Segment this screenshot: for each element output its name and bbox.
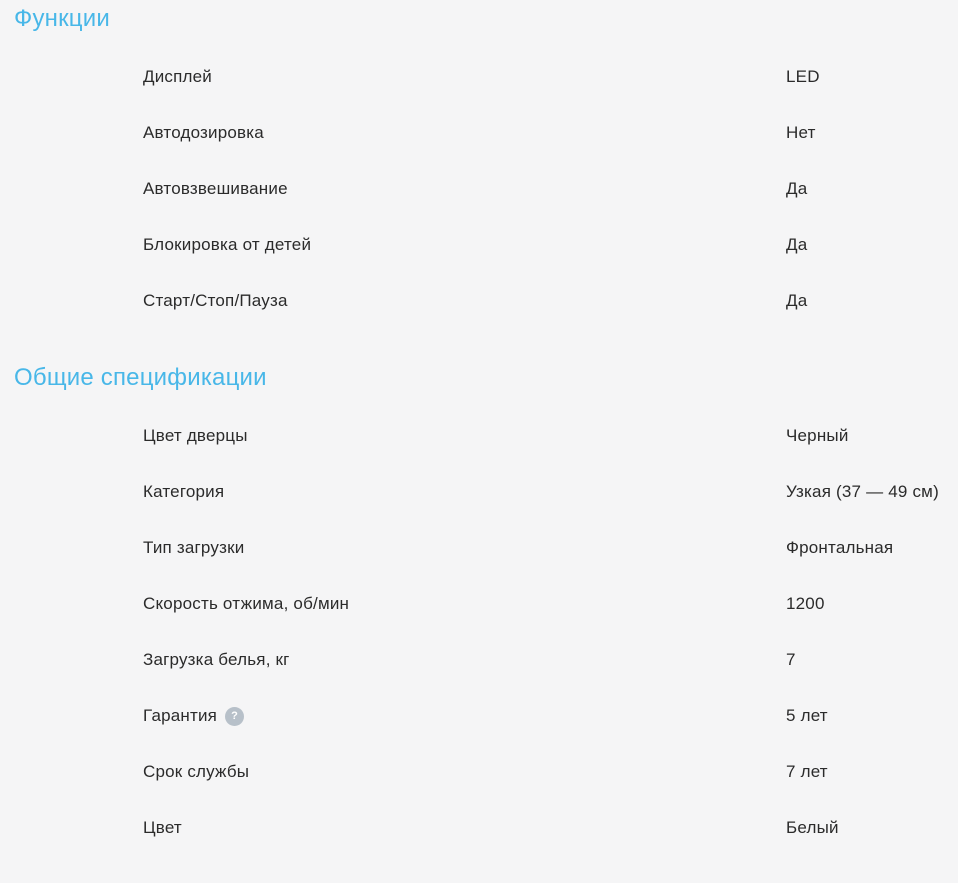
spec-row xyxy=(0,632,958,688)
spec-row xyxy=(0,408,958,464)
spec-row xyxy=(0,744,958,800)
spec-rows xyxy=(0,408,958,856)
spec-row xyxy=(0,800,958,856)
question-mark-glyph: ? xyxy=(231,709,239,722)
spec-row xyxy=(0,520,958,576)
spec-label: Блокировка от детей xyxy=(143,235,312,254)
spec-value: 5 лет xyxy=(786,706,828,725)
spec-row xyxy=(0,464,958,520)
spec-label: Цвет дверцы xyxy=(143,426,248,445)
spec-row xyxy=(0,49,958,105)
spec-row xyxy=(0,576,958,632)
spec-label: Цвет xyxy=(143,818,182,837)
spec-label: Дисплей xyxy=(143,67,212,86)
section-title: Общие спецификации xyxy=(14,364,267,391)
spec-row xyxy=(0,161,958,217)
spec-value: Нет xyxy=(786,123,816,142)
spec-section xyxy=(0,4,958,329)
spec-value: Да xyxy=(786,235,808,254)
spec-label: Тип загрузки xyxy=(143,538,245,557)
spec-label: Автодозировка xyxy=(143,123,264,142)
spec-value: Да xyxy=(786,179,808,198)
spec-value: LED xyxy=(786,67,820,86)
spec-value: Узкая (37 — 49 см) xyxy=(786,482,939,501)
spec-value: Фронтальная xyxy=(786,538,894,557)
section-title: Функции xyxy=(14,5,110,32)
spec-value: 7 лет xyxy=(786,762,828,781)
spec-label: Гарантия xyxy=(143,706,218,725)
spec-label: Старт/Стоп/Пауза xyxy=(143,291,288,310)
help-icon[interactable] xyxy=(225,707,244,726)
spec-row xyxy=(0,688,958,744)
spec-value: Да xyxy=(786,291,808,310)
spec-value: 7 xyxy=(786,650,796,669)
spec-section xyxy=(0,363,958,856)
spec-value: Белый xyxy=(786,818,839,837)
spec-label: Скорость отжима, об/мин xyxy=(143,594,350,613)
spec-value: Черный xyxy=(786,426,849,445)
spec-label: Автовзвешивание xyxy=(143,179,288,198)
sections-container xyxy=(0,4,958,856)
spec-label: Категория xyxy=(143,482,225,501)
spec-row xyxy=(0,217,958,273)
spec-label: Загрузка белья, кг xyxy=(143,650,290,669)
spec-rows xyxy=(0,49,958,329)
spec-value: 1200 xyxy=(786,594,825,613)
spec-label: Срок службы xyxy=(143,762,250,781)
spec-row xyxy=(0,273,958,329)
spec-row xyxy=(0,105,958,161)
